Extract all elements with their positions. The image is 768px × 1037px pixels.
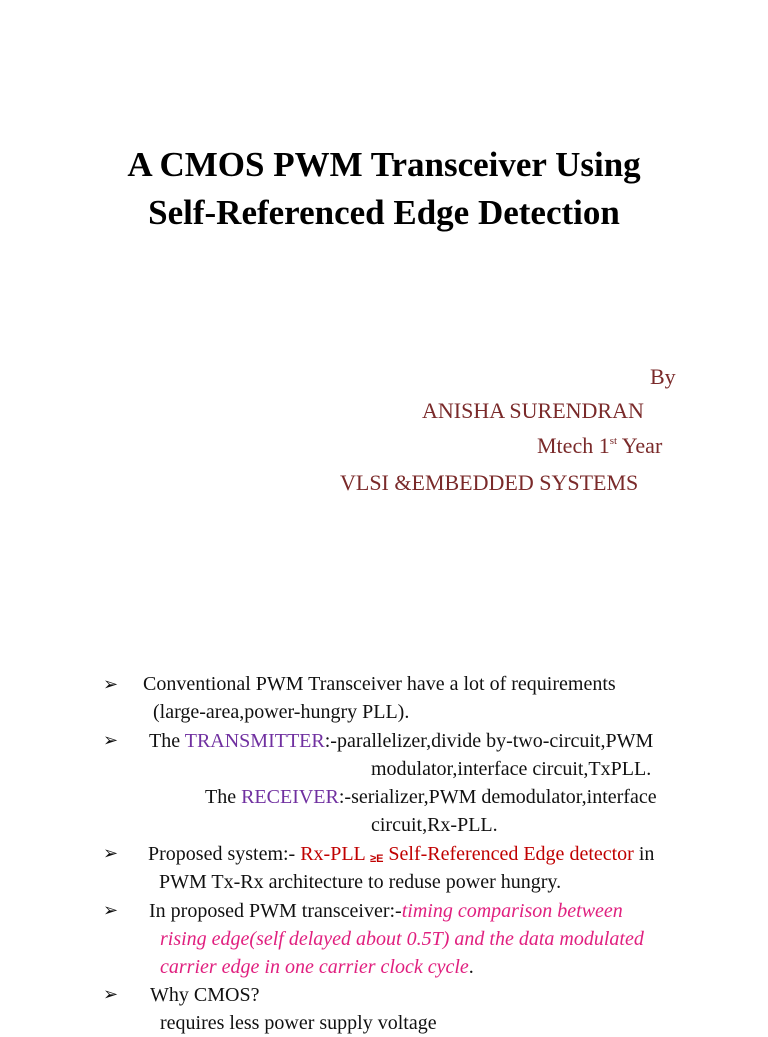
bullet-5-line-1: Why CMOS?	[150, 984, 260, 1006]
sred-label: Self-Referenced Edge detector	[388, 843, 634, 865]
receiver-label: RECEIVER	[241, 786, 339, 808]
year-superscript: st	[609, 435, 618, 447]
bullet-4-line-2: rising edge(self delayed about 0.5T) and the data modulated	[160, 928, 644, 950]
year-prefix: Mtech 1	[537, 433, 610, 458]
author-department: VLSI &EMBEDDED SYSTEMS	[340, 470, 639, 495]
timing-text-3: carrier edge in one carrier clock cycle	[160, 956, 469, 978]
bullet-1-line-2: (large-area,power-hungry PLL).	[153, 701, 410, 723]
bullet-arrow-icon: ➢	[103, 674, 119, 694]
proposed-transceiver-prefix: In proposed PWM transceiver:-	[149, 900, 402, 922]
proposed-suffix: in	[633, 843, 655, 865]
bullet-2-line-3	[205, 783, 657, 811]
timing-text-1: timing comparison between	[401, 900, 623, 922]
title-line-2: Self-Referenced Edge Detection	[148, 193, 620, 232]
bullet-2-line-1	[149, 727, 653, 755]
bullet-3-line-2: PWM Tx-Rx architecture to reduse power hungry.	[159, 871, 562, 893]
bullet-arrow-icon: ➢	[103, 984, 119, 1004]
author-year	[537, 433, 662, 459]
bullet-4-line-1	[149, 897, 623, 925]
bullet-4-line-3	[160, 953, 474, 981]
author-name: ANISHA SURENDRAN	[422, 398, 644, 423]
rx-pll-label: Rx-PLL	[300, 843, 366, 865]
the-text-rx: The	[205, 786, 242, 808]
title-line-1: A CMOS PWM Transceiver Using	[127, 145, 641, 184]
receiver-desc: :-serializer,PWM demodulator,interface	[338, 786, 657, 808]
bullet-arrow-icon: ➢	[103, 900, 119, 920]
bullet-arrow-icon: ➢	[103, 843, 119, 863]
the-text: The	[149, 730, 185, 752]
transmitter-desc: :-parallelizer,divide by-two-circuit,PWM	[324, 730, 654, 752]
transmitter-label: TRANSMITTER	[184, 730, 325, 752]
replace-symbol: ≥E	[370, 853, 384, 865]
by-label: By	[650, 364, 676, 389]
bullet-arrow-icon: ➢	[103, 730, 119, 750]
year-suffix: Year	[617, 433, 663, 458]
bullet-2-line-4: circuit,Rx-PLL.	[371, 814, 498, 836]
proposed-prefix: Proposed system:-	[148, 843, 301, 865]
bullet-1-line-1: Conventional PWM Transceiver have a lot of requirements	[143, 673, 616, 695]
bullet-5-line-2: requires less power supply voltage	[160, 1012, 437, 1034]
bullet-2-line-2: modulator,interface circuit,TxPLL.	[371, 758, 652, 780]
period: .	[468, 956, 474, 978]
content-slide	[0, 640, 768, 1034]
